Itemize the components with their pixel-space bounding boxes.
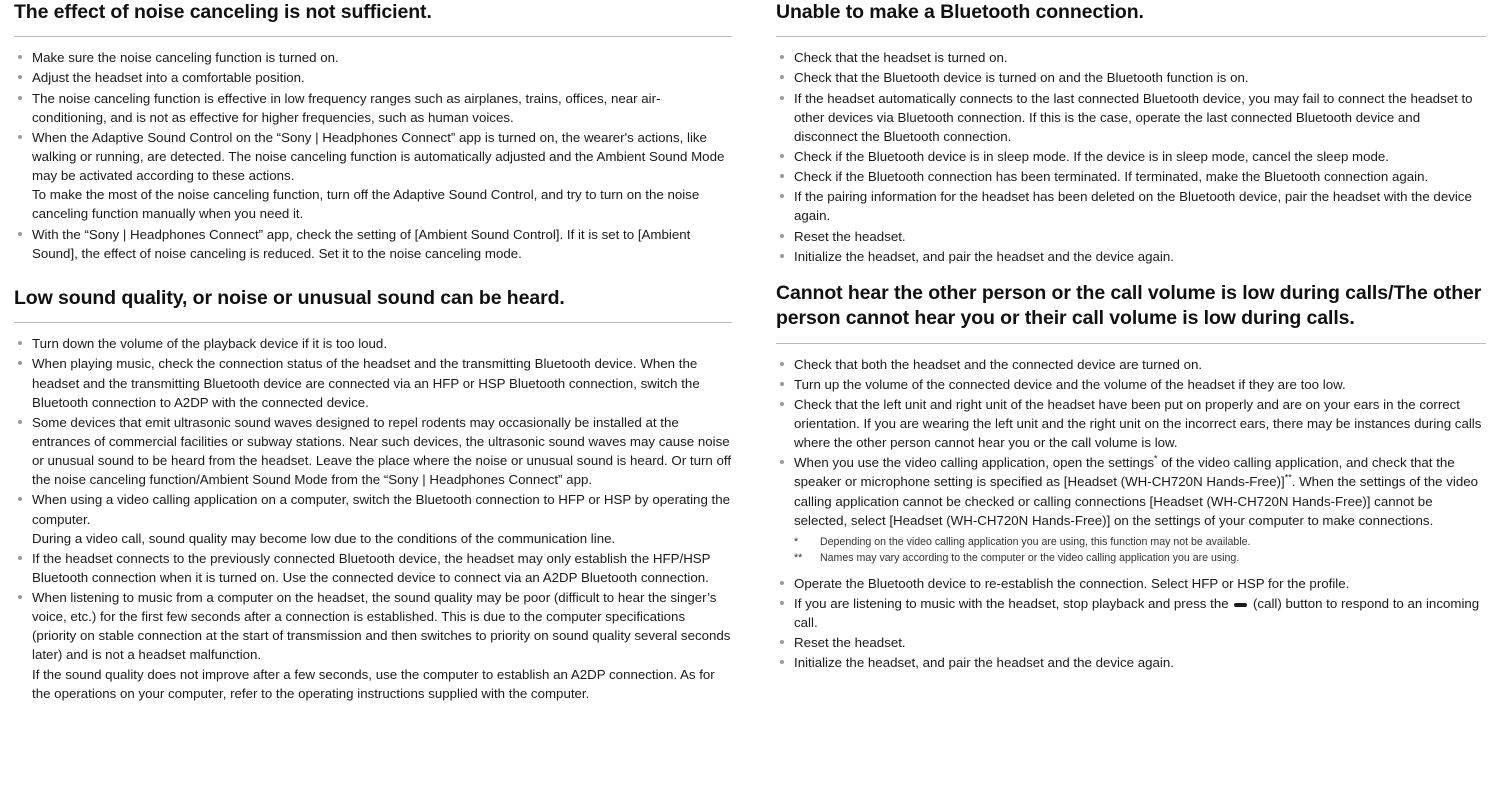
- section-gap: [776, 267, 1486, 281]
- footnote-ref-2: **: [1284, 473, 1292, 483]
- list-item-extra: To make the most of the noise canceling function, turn off the Adaptive Sound Control, and try to turn on the noise canceling function manually when you need it.: [32, 187, 700, 222]
- list-item: [776, 89, 1486, 146]
- list-item-text: Reset the headset.: [794, 228, 906, 244]
- list-item: [776, 653, 1486, 672]
- list-item-text: If the headset connects to the previously connected Bluetooth device, the headset may only establish the HFP/HSP Bluetooth connection when it is turned on. Use the connected device to connect via an A2DP Bluetooth connection.: [32, 550, 711, 585]
- footnote-mark: *: [794, 535, 799, 548]
- footnotes: [776, 535, 1486, 566]
- list-item-text: With the “Sony | Headphones Connect” app, check the setting of [Ambient Sound Control]. If it is set to [Ambient Sound], the effect of noise canceling is reduced. Set it to the noise canceling mode.: [32, 226, 691, 261]
- list-item-text: When the Adaptive Sound Control on the “Sony | Headphones Connect” app is turned on, the wearer's actions, like walking or running, are detected. The noise canceling function is automatically adjusted and the Ambient Sound Mode may be activated according to these actions.: [32, 129, 725, 184]
- video-item-part2: of the video calling application, and check that the speaker or microphone setting is specified as [Headset (WH-CH720N Hands-Free)]: [794, 455, 1455, 490]
- section-title-sound-quality: Low sound quality, or noise or unusual sound can be heard.: [14, 286, 565, 309]
- list-item-text: Check that the headset is turned on.: [794, 50, 1008, 66]
- call-item-prefix: If you are listening to music with the headset, stop playback and press the: [794, 596, 1233, 612]
- list-item: [14, 334, 732, 353]
- list-item: [14, 128, 732, 224]
- list-item-text: Check that both the headset and the connected device are turned on.: [794, 356, 1203, 372]
- call-button-icon: [1234, 603, 1247, 607]
- list-item-text: Make sure the noise canceling function is turned on.: [32, 50, 339, 66]
- list-item: [776, 167, 1486, 186]
- list-item-text: Check if the Bluetooth connection has been terminated. If terminated, make the Bluetooth connection again.: [794, 169, 1429, 185]
- footnote-mark: **: [794, 551, 803, 564]
- list-item: [776, 187, 1486, 225]
- list-item: [14, 225, 732, 263]
- list-item-text: Initialize the headset, and pair the headset and the device again.: [794, 655, 1174, 671]
- list-item-text: Check that the Bluetooth device is turned on and the Bluetooth function is on.: [794, 70, 1249, 86]
- section-title-noise-canceling: The effect of noise canceling is not sufficient.: [14, 1, 432, 23]
- list-item-text: When playing music, check the connection status of the headset and the transmitting Bluetooth device. When the headset and the transmitting Bluetooth device are connected via an HFP or HSP Bluetooth connection, switch the Bluetooth connection to A2DP with the connected device.: [32, 356, 700, 410]
- list-item-text: Check if the Bluetooth device is in sleep mode. If the device is in sleep mode, cancel the sleep mode.: [794, 149, 1390, 165]
- section-gap: [14, 264, 732, 286]
- list-item: [14, 490, 732, 547]
- list-item: [14, 549, 732, 587]
- footnote-text: Depending on the video calling application you are using, this function may not be available.: [820, 535, 1251, 548]
- list-item-text: Reset the headset.: [794, 635, 906, 651]
- list-item-text: The noise canceling function is effective in low frequency ranges such as airplanes, trains, offices, near air-conditioning, and is not as effective for higher frequencies, such as human voices.: [32, 90, 661, 125]
- list-item-text: If the headset automatically connects to the last connected Bluetooth device, you may fail to connect the headset to other devices via Bluetooth connection. If this is the case, operate the last connected Bluetooth device and disconnect the Bluetooth connection.: [794, 90, 1473, 144]
- list-item: [776, 633, 1486, 652]
- list-item: [14, 68, 732, 87]
- list-item: [14, 89, 732, 127]
- list-item-text: Some devices that emit ultrasonic sound waves designed to repel rodents may occasionally be installed at the entrances of commercial facilities or subway stations. Near such devices, the ultrasonic sound waves may cause noise or unusual sound to be heard from the headset. Leave the place where the noise or unusual sound is heard. Or turn off the noise canceling function/Ambient Sound Mode from the “Sony | Headphones Connect” app.: [32, 414, 732, 488]
- list-item: [776, 375, 1486, 394]
- divider: [14, 36, 732, 37]
- list-item-extra: If the sound quality does not improve after a few seconds, use the computer to establish an A2DP connection. As for the operations on your computer, refer to the operating instructions supplied with the computer.: [32, 666, 715, 701]
- list-item-text: Turn up the volume of the connected device and the volume of the headset if they are too low.: [794, 376, 1346, 392]
- footnote-ref-1: *: [1154, 453, 1158, 464]
- video-item-part3: . When the settings of the video calling application cannot be checked or calling connections [Headset (WH-CH720N Hands-Free)] cannot be selected, select [Headset (WH-CH720N Hands-Free)] on the settings of your computer to make connections.: [794, 474, 1479, 528]
- call-item-suffix: (call) button to respond to an incoming call.: [794, 596, 1480, 631]
- list-item-text: Operate the Bluetooth device to re-establish the connection. Select HFP or HSP for the profile.: [794, 575, 1350, 591]
- list-noise-canceling: [14, 48, 732, 263]
- list-item: [14, 588, 732, 703]
- list-item-text: Adjust the headset into a comfortable position.: [32, 70, 305, 86]
- list-item-text: When listening to music from a computer on the headset, the sound quality may be poor (difficult to hear the singer’s voice, etc.) for the first few seconds after a connection is established. This is due to the computer specifications (priority on stable connection at the start of transmission and then switches to priority on sound quality several seconds later) and is not a headset malfunction.: [32, 590, 731, 663]
- list-sound-quality: [14, 334, 732, 703]
- list-item-text: If the pairing information for the headset has been deleted on the Bluetooth device, pair the headset with the device again.: [794, 189, 1472, 224]
- list-item: [14, 48, 732, 67]
- list-item-text: Initialize the headset, and pair the headset and the device again.: [794, 248, 1174, 264]
- list-item: [776, 48, 1486, 67]
- list-item: [776, 147, 1486, 166]
- list-call-volume-before: [776, 355, 1486, 530]
- list-item: [776, 574, 1486, 593]
- divider: [776, 36, 1486, 37]
- list-bluetooth-connection: [776, 48, 1486, 266]
- list-item-extra: During a video call, sound quality may become low due to the conditions of the communication line.: [32, 530, 616, 546]
- footnote-2: [794, 551, 1486, 566]
- list-item-text: When using a video calling application on a computer, switch the Bluetooth connection to HFP or HSP by operating the computer.: [32, 492, 731, 527]
- divider: [14, 322, 732, 323]
- list-item: [776, 68, 1486, 87]
- list-item-call-button: [776, 594, 1486, 632]
- footnote-1: [794, 535, 1486, 550]
- list-item-text: Check that the left unit and right unit of the headset have been put on properly and are on your ears in the correct orientation. If you are wearing the left unit and the right unit on the incorrect ears, there may be instances during calls where the other person cannot hear you or the call volume is low.: [794, 396, 1482, 451]
- list-item: [776, 355, 1486, 374]
- right-column: [750, 0, 1500, 787]
- list-item: [776, 247, 1486, 266]
- list-item: [14, 354, 732, 411]
- list-item: [776, 395, 1486, 452]
- list-item-video-calling: [776, 453, 1486, 530]
- list-item-text: Turn down the volume of the playback device if it is too loud.: [32, 336, 388, 352]
- list-item: [776, 227, 1486, 246]
- section-title-bluetooth-connection: Unable to make a Bluetooth connection.: [776, 1, 1144, 23]
- video-item-part1: When you use the video calling application, open the settings: [794, 455, 1154, 471]
- list-item: [14, 413, 732, 490]
- divider: [776, 343, 1486, 344]
- footnote-text: Names may vary according to the computer or the video calling application you are using.: [820, 551, 1240, 564]
- list-call-volume-after: [776, 574, 1486, 673]
- section-title-call-volume: Cannot hear the other person or the call volume is low during calls/The other person cannot hear you or their call volume is low during calls.: [776, 281, 1482, 330]
